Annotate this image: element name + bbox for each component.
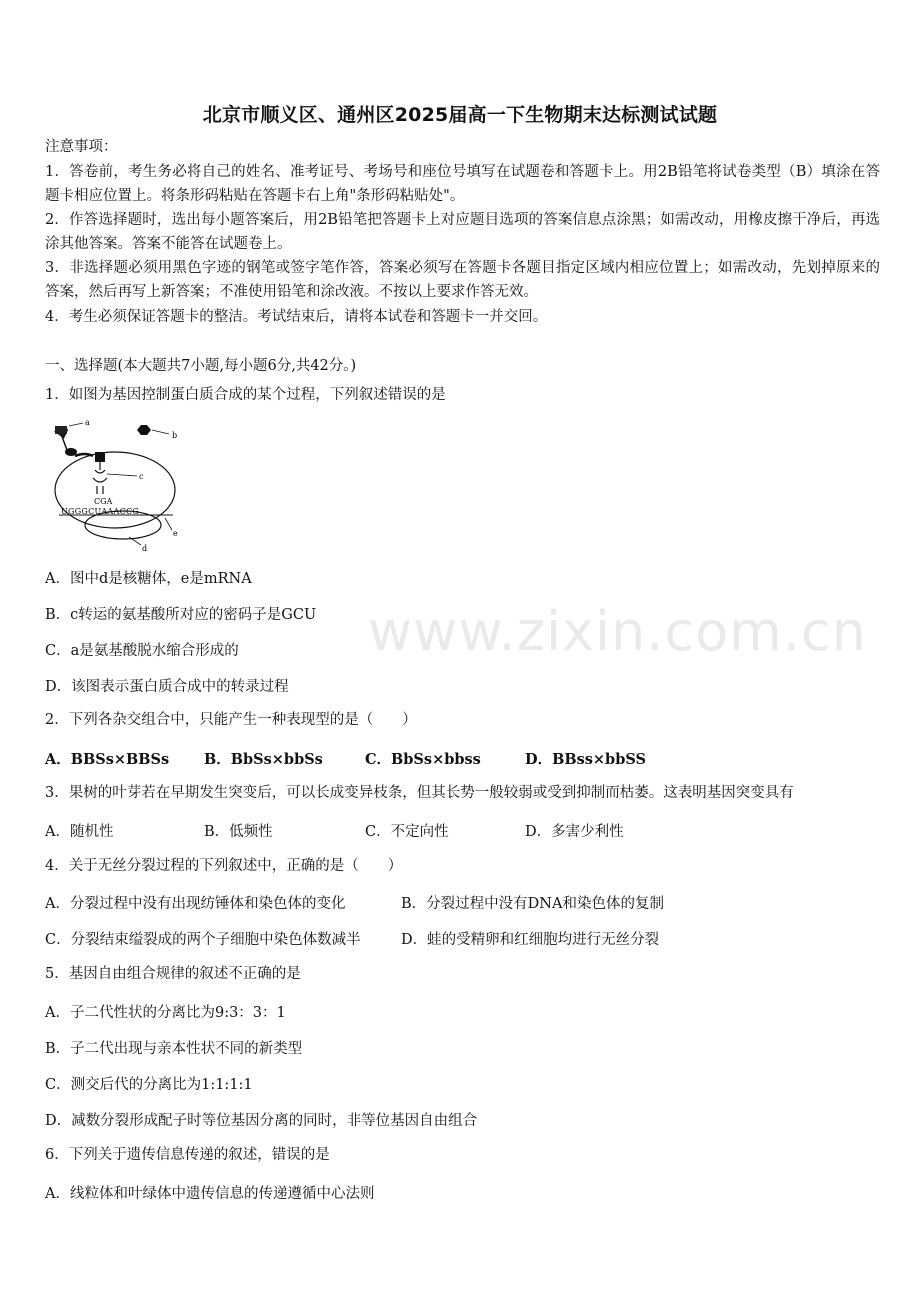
q1-option-c: C．a是氨基酸脱水缩合形成的 xyxy=(45,643,239,659)
trna-c xyxy=(93,462,107,494)
q1-option-d: D．该图表示蛋白质合成中的转录过程 xyxy=(45,679,289,695)
question-5-stem: 5．基因自由组合规律的叙述不正确的是 xyxy=(45,966,301,982)
q2-option-b: B．BbSs×bbSs xyxy=(204,751,323,768)
notice-heading: 注意事项： xyxy=(45,139,118,155)
q5-option-d: D．减数分裂形成配子时等位基因分离的同时，非等位基因自由组合 xyxy=(45,1113,478,1129)
label-c: c xyxy=(139,472,144,481)
label-d: d xyxy=(142,544,148,553)
label-e: e xyxy=(173,529,178,538)
translation-diagram xyxy=(45,412,195,557)
watermark: www.zixin.com.cn xyxy=(368,600,867,663)
q1-option-b: B．c转运的氨基酸所对应的密码子是GCU xyxy=(45,607,317,623)
q4-option-a: A．分裂过程中没有出现纺锤体和染色体的变化 xyxy=(45,896,346,912)
q2-option-a: A．BBSs×BBSs xyxy=(45,751,170,768)
q3-option-b: B．低频性 xyxy=(204,824,273,840)
q5-option-a: A．子二代性状的分离比为9:3：3：1 xyxy=(45,1005,286,1021)
section-heading: 一、选择题(本大题共7小题,每小题6分,共42分。) xyxy=(45,358,357,374)
q4-option-d: D．蛙的受精卵和红细胞均进行无丝分裂 xyxy=(401,932,660,948)
question-1-stem: 1．如图为基因控制蛋白质合成的某个过程，下列叙述错误的是 xyxy=(45,387,446,403)
notice-item-1: 1．答卷前，考生务必将自己的姓名、准考证号、考场号和座位号填写在试题卷和答题卡上。用2B铅笔将试卷类型（B）填涂在答题卡相应位置上。将条形码粘贴在答题卡右上角"条形码粘贴处"。 xyxy=(45,164,880,204)
q3-option-a: A．随机性 xyxy=(45,824,114,840)
anticodon-text: CGA xyxy=(94,497,113,506)
amino-acid-a xyxy=(55,426,67,434)
q1-option-a: A．图中d是核糖体，e是mRNA xyxy=(45,571,252,587)
q4-option-c: C．分裂结束缢裂成的两个子细胞中染色体数减半 xyxy=(45,932,361,948)
amino-acid-b xyxy=(137,425,151,435)
q4-option-b: B．分裂过程中没有DNA和染色体的复制 xyxy=(401,896,664,912)
mrna-sequence: UGGGCUAAACCG xyxy=(61,507,140,516)
ribosome-large-subunit xyxy=(55,452,175,528)
q3-option-d: D．多害少利性 xyxy=(525,824,624,840)
q5-option-c: C．测交后代的分离比为1:1:1:1 xyxy=(45,1077,253,1093)
notice-item-3: 3．非选择题必须用黑色字迹的钢笔或签字笔作答，答案必须写在答题卡各题目指定区域内相应位置上；如需改动，先划掉原来的答案，然后再写上新答案；不准使用铅笔和涂改液。不按以上要求作答无效。 xyxy=(45,260,880,300)
q2-option-d: D．BBss×bbSS xyxy=(525,751,646,768)
q3-option-c: C．不定向性 xyxy=(365,824,449,840)
q5-option-b: B．子二代出现与亲本性状不同的新类型 xyxy=(45,1041,303,1057)
notice-item-4: 4．考生必须保证答题卡的整洁。考试结束后，请将本试卷和答题卡一并交回。 xyxy=(45,309,548,325)
question-4-stem: 4．关于无丝分裂过程的下列叙述中，正确的是（ ） xyxy=(45,858,403,874)
page-title: 北京市顺义区、通州区2025届高一下生物期末达标测试试题 xyxy=(202,104,718,126)
question-3-stem: 3．果树的叶芽若在早期发生突变后，可以长成变异枝条，但其长势一般较弱或受到抑制而枯萎。这表明基因突变具有 xyxy=(45,785,794,801)
question-2-stem: 2．下列各杂交组合中，只能产生一种表现型的是（ ） xyxy=(45,712,417,728)
trna-amino-acid xyxy=(95,452,105,462)
label-a: a xyxy=(85,418,90,427)
q2-option-c: C．BbSs×bbss xyxy=(365,751,481,768)
question-6-stem: 6．下列关于遗传信息传递的叙述，错误的是 xyxy=(45,1147,330,1163)
q6-option-a: A．线粒体和叶绿体中遗传信息的传递遵循中心法则 xyxy=(45,1186,375,1202)
label-b: b xyxy=(172,431,178,440)
notice-item-2: 2．作答选择题时，选出每小题答案后，用2B铅笔把答题卡上对应题目选项的答案信息点涂黑；如需改动，用橡皮擦干净后，再选涂其他答案。答案不能答在试题卷上。 xyxy=(45,212,880,252)
